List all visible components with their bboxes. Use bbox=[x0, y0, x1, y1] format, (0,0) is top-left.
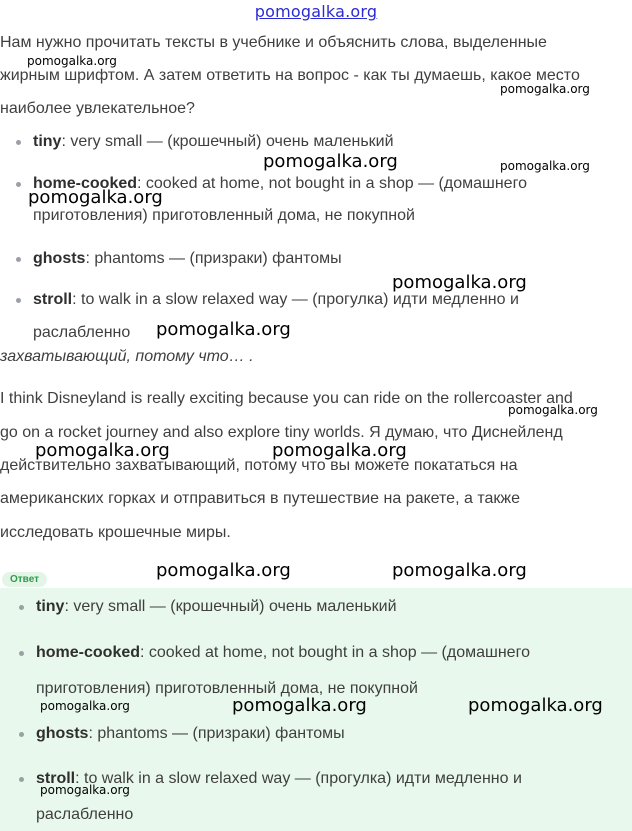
task-line-1: Нам нужно прочитать тексты в учебнике и объяснить слова, выделенные bbox=[0, 34, 547, 51]
answer-definition: : cooked at home, not bought in a shop — (домашнего bbox=[140, 644, 530, 661]
answer-item-stroll-cont: раслабленно bbox=[36, 806, 134, 823]
vocab-item-stroll-cont: раслабленно bbox=[33, 324, 131, 341]
vocab-term: home-cooked bbox=[33, 175, 138, 192]
vocab-definition: : very small — (крошечный) очень маленький bbox=[61, 133, 394, 150]
watermark: pomogalka.org bbox=[27, 54, 117, 68]
answer-term: tiny bbox=[36, 598, 65, 615]
vocab-definition: : to walk in a slow relaxed way — (прогулка) идти медленно и bbox=[72, 291, 519, 308]
watermark: pomogalka.org bbox=[468, 695, 603, 716]
essay-line-3: действительно захватывающий, потому что вы можете покататься на bbox=[0, 457, 518, 474]
task-line-3: наиболее увлекательное? bbox=[0, 100, 195, 117]
bullet-icon bbox=[19, 777, 24, 782]
answer-term: ghosts bbox=[36, 725, 89, 742]
vocab-item-home-cooked-cont: приготовления) приготовленный дома, не покупной bbox=[33, 207, 415, 224]
watermark: pomogalka.org bbox=[392, 560, 527, 581]
essay-line-1: I think Disneyland is really exciting because you can ride on the rollercoaster and bbox=[0, 390, 573, 407]
answer-item-tiny bbox=[36, 590, 397, 623]
answer-item-home-cooked-cont: приготовления) приготовленный дома, не покупной bbox=[36, 680, 418, 697]
prompt-italic: захватывающий, потому что… . bbox=[0, 348, 254, 365]
answer-item-home-cooked bbox=[36, 636, 530, 669]
watermark: pomogalka.org bbox=[272, 440, 407, 461]
bullet-icon bbox=[19, 605, 24, 610]
watermark: pomogalka.org bbox=[392, 272, 527, 293]
vocab-definition: : phantoms — (призраки) фантомы bbox=[85, 250, 342, 267]
bullet-icon bbox=[19, 651, 24, 656]
watermark: pomogalka.org bbox=[156, 560, 291, 581]
bullet-icon bbox=[16, 182, 21, 187]
essay-line-5: исследовать крошечные миры. bbox=[0, 524, 231, 541]
answer-definition: : phantoms — (призраки) фантомы bbox=[88, 725, 345, 742]
essay-line-4: американских горках и отправиться в путешествие на ракете, а также bbox=[0, 490, 520, 507]
vocab-definition: : cooked at home, not bought in a shop — (домашнего bbox=[137, 175, 527, 192]
answer-definition: : to walk in a slow relaxed way — (прогулка) идти медленно и bbox=[75, 770, 522, 787]
vocab-term: ghosts bbox=[33, 250, 86, 267]
answer-item-ghosts bbox=[36, 717, 345, 750]
watermark: pomogalka.org bbox=[263, 151, 398, 172]
watermark: pomogalka.org bbox=[40, 699, 130, 713]
vocab-term: stroll bbox=[33, 291, 73, 308]
answer-term: stroll bbox=[36, 770, 76, 787]
task-line-2: жирным шрифтом. А затем ответить на вопрос - как ты думаешь, какое место bbox=[0, 67, 580, 84]
essay-line-2: go on a rocket journey and also explore tiny worlds. Я думаю, что Диснейленд bbox=[0, 424, 563, 441]
bullet-icon bbox=[16, 257, 21, 262]
watermark: pomogalka.org bbox=[156, 319, 291, 340]
bullet-icon bbox=[16, 140, 21, 145]
vocab-term: tiny bbox=[33, 133, 62, 150]
site-header-link[interactable]: pomogalka.org bbox=[254, 2, 378, 21]
watermark: pomogalka.org bbox=[232, 695, 367, 716]
answer-definition: : very small — (крошечный) очень маленький bbox=[64, 598, 397, 615]
answer-term: home-cooked bbox=[36, 644, 141, 661]
bullet-icon bbox=[19, 732, 24, 737]
vocab-item-ghosts bbox=[33, 242, 342, 275]
watermark: pomogalka.org bbox=[508, 403, 598, 417]
watermark: pomogalka.org bbox=[40, 783, 130, 797]
bullet-icon bbox=[16, 298, 21, 303]
answer-badge: Ответ bbox=[2, 572, 47, 587]
watermark: pomogalka.org bbox=[500, 159, 590, 173]
watermark: pomogalka.org bbox=[35, 440, 170, 461]
watermark: pomogalka.org bbox=[500, 82, 590, 96]
watermark: pomogalka.org bbox=[28, 187, 163, 208]
